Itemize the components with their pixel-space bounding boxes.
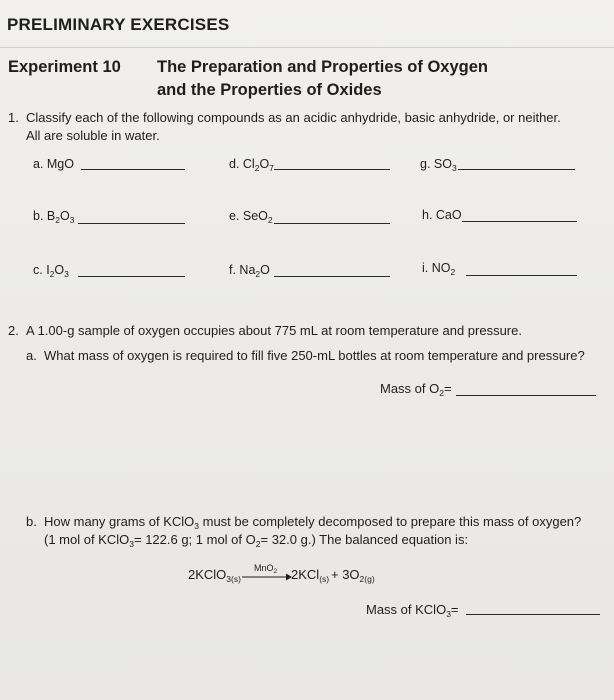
- q1-answer-line-b[interactable]: [78, 223, 185, 224]
- header-rule: [0, 47, 614, 48]
- q1-answer-line-h[interactable]: [462, 221, 577, 222]
- q1-item-a: a. MgO: [33, 157, 74, 171]
- q2-number: 2.: [8, 323, 19, 338]
- q1-text-line2: All are soluble in water.: [26, 128, 160, 143]
- q1-answer-line-c[interactable]: [78, 276, 185, 277]
- equation-catalyst: MnO$_2$: [254, 563, 278, 575]
- q2b-label: b.: [26, 514, 37, 529]
- q2b-text-line2: (1 mol of KClO$_3$= 122.6 g; 1 mol of $O_2= 32.0$ g.) The balanced equation is:: [44, 532, 469, 549]
- q2-text: A 1.00-g sample of oxygen occupies about 775 mL at room temperature and pressure.: [26, 323, 522, 338]
- q2b-text-line1: How many grams of KClO$_3$ must be completely decomposed to prepare this mass of oxygen?: [44, 514, 582, 531]
- experiment-number: Experiment 10: [8, 58, 121, 76]
- reaction-arrow-icon: [242, 572, 292, 582]
- q1-item-d: d. $Cl_2O_7$: [229, 157, 274, 173]
- q2b-answer-line[interactable]: [466, 614, 600, 615]
- q1-answer-line-a[interactable]: [81, 169, 185, 170]
- q2a-label: a.: [26, 348, 37, 363]
- q1-item-b: b. $B_2O_3$: [33, 209, 75, 225]
- q1-answer-line-g[interactable]: [458, 169, 575, 170]
- q1-answer-line-d[interactable]: [274, 169, 390, 170]
- q1-text-line1: Classify each of the following compounds as an acidic anhydride, basic anhydride, or neither.: [26, 110, 561, 125]
- q2a-text: What mass of oxygen is required to fill five 250-mL bottles at room temperature and pressure?: [44, 348, 585, 363]
- q1-answer-line-e[interactable]: [274, 223, 390, 224]
- equation-product-o2: + $3O_{2(g)}$: [331, 567, 375, 584]
- q2b-answer-label: Mass of KClO$_3$=: [366, 602, 459, 619]
- q1-item-g: g. $SO_3$: [420, 157, 457, 173]
- q1-answer-line-f[interactable]: [274, 276, 390, 277]
- experiment-title-line2: and the Properties of Oxides: [157, 81, 382, 99]
- q1-item-i: i. $NO_2$: [422, 261, 456, 277]
- q1-item-h: h. CaO: [422, 208, 462, 222]
- q1-number: 1.: [8, 110, 19, 125]
- q2a-answer-label: Mass of $O_2=$: [380, 381, 452, 398]
- q1-item-f: f. $Na_2O$: [229, 263, 270, 279]
- equation-reactant: 2KClO$_{3(s)}$: [188, 567, 241, 584]
- q1-item-e: e. SeO$_2$: [229, 209, 273, 225]
- q1-answer-line-i[interactable]: [466, 275, 577, 276]
- experiment-title-line1: The Preparation and Properties of Oxygen: [157, 58, 488, 76]
- q1-item-c: c. $I_2O_3$: [33, 263, 69, 279]
- equation-product-kcl: 2KCl$_{(s)}$: [291, 567, 330, 584]
- q2a-answer-line[interactable]: [456, 395, 596, 396]
- section-header: PRELIMINARY EXERCISES: [7, 15, 230, 34]
